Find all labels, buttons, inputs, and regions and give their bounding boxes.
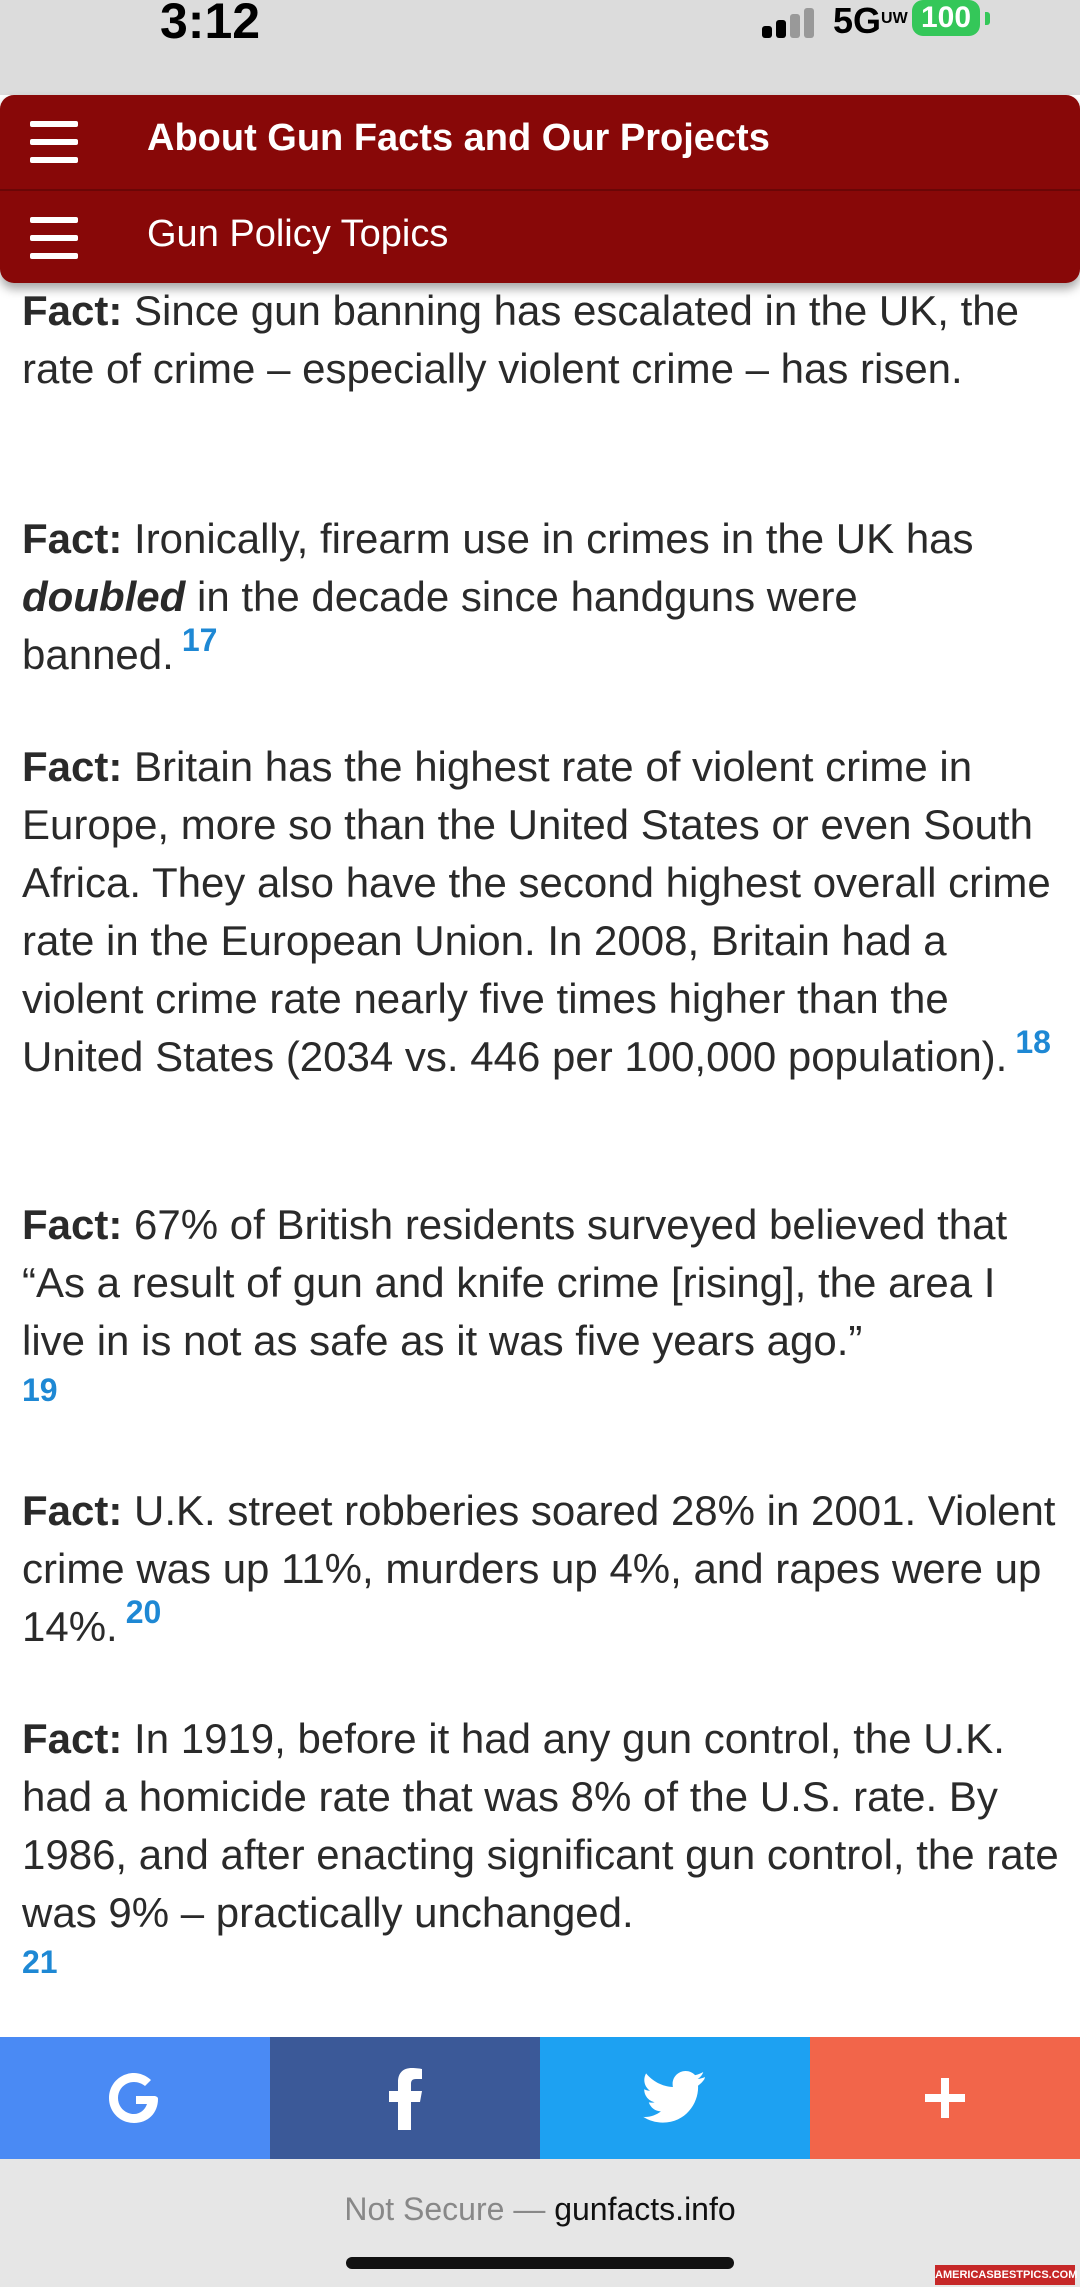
hamburger-icon[interactable] <box>30 121 78 163</box>
battery-icon: 100 <box>912 0 980 36</box>
fact-paragraph <box>22 738 1062 1086</box>
footnote-link[interactable]: 20 <box>125 1594 162 1630</box>
plus-icon <box>923 2076 967 2120</box>
hamburger-icon[interactable] <box>30 217 78 259</box>
site-menu <box>0 95 1080 283</box>
url-host[interactable]: gunfacts.info <box>554 2191 736 2227</box>
twitter-icon <box>643 2071 707 2125</box>
fact-label: Fact: <box>22 743 123 790</box>
share-bar <box>0 2037 1080 2159</box>
fact-text: Ironically, firearm use in crimes in the UK has <box>134 515 974 562</box>
footnote-link[interactable]: 17 <box>181 622 218 658</box>
fact-paragraph <box>22 1196 1062 1410</box>
fact-paragraph <box>22 1482 1062 1656</box>
battery-tip <box>985 12 990 25</box>
google-icon <box>103 2066 167 2130</box>
fact-label: Fact: <box>22 287 123 334</box>
menu-about[interactable] <box>0 95 1080 189</box>
footnote-link[interactable]: 19 <box>22 1372 58 1408</box>
fact-text: Britain has the highest rate of violent crime in Europe, more so than the United States or even South Africa. They also have the second highest overall crime rate in the European Union. In 2008, Britain had a violent crime rate nearly five times higher than the United States (2034 vs. 446 per 100,000 population). <box>22 743 1051 1080</box>
fact-paragraph <box>22 1710 1062 1982</box>
security-status: Not Secure — <box>344 2191 546 2227</box>
fact-label: Fact: <box>22 515 123 562</box>
share-facebook-button[interactable] <box>270 2037 540 2159</box>
footnote-link[interactable]: 21 <box>22 1944 58 1980</box>
fact-text: U.K. street robberies soared 28% in 2001. Violent crime was up 11%, murders up 4%, and rapes were up 14%. <box>22 1487 1056 1650</box>
status-time: 3:12 <box>160 0 261 49</box>
browser-url-bar[interactable] <box>0 2159 1080 2287</box>
share-more-button[interactable] <box>810 2037 1080 2159</box>
fact-label: Fact: <box>22 1201 123 1248</box>
fact-emphasis: doubled <box>22 573 186 620</box>
facebook-icon <box>385 2066 425 2130</box>
home-indicator[interactable] <box>346 2257 734 2269</box>
share-twitter-button[interactable] <box>540 2037 810 2159</box>
fact-text: 67% of British residents surveyed believed that “As a result of gun and knife crime [rising], the area I live in is not as safe as it was five years ago.” <box>22 1201 1008 1364</box>
fact-text: In 1919, before it had any gun control, the U.K. had a homicide rate that was 8% of the U.S. rate. By 1986, and after enacting significant gun control, the rate was 9% – practically unchanged. <box>22 1715 1059 1936</box>
fact-paragraph <box>22 510 1062 684</box>
fact-label: Fact: <box>22 1715 123 1762</box>
fact-text: Since gun banning has escalated in the UK, the rate of crime – especially violent crime – has risen. <box>22 287 1019 392</box>
menu-topics[interactable] <box>0 189 1080 283</box>
watermark: AMERICASBESTPICS.COM <box>935 2265 1075 2285</box>
footnote-link[interactable]: 18 <box>1015 1024 1051 1060</box>
share-google-button[interactable] <box>0 2037 270 2159</box>
status-bar <box>0 0 1080 95</box>
address-field[interactable] <box>0 2191 1080 2228</box>
menu-topics-label[interactable]: Gun Policy Topics <box>147 213 449 255</box>
fact-text: in the decade since handguns were banned. <box>22 573 858 678</box>
signal-icon <box>762 8 820 38</box>
network-label: $5G^{UW}$ <box>833 0 908 41</box>
menu-about-label[interactable]: About Gun Facts and Our Projects <box>147 117 770 159</box>
fact-label: Fact: <box>22 1487 123 1534</box>
fact-paragraph <box>22 282 1062 398</box>
